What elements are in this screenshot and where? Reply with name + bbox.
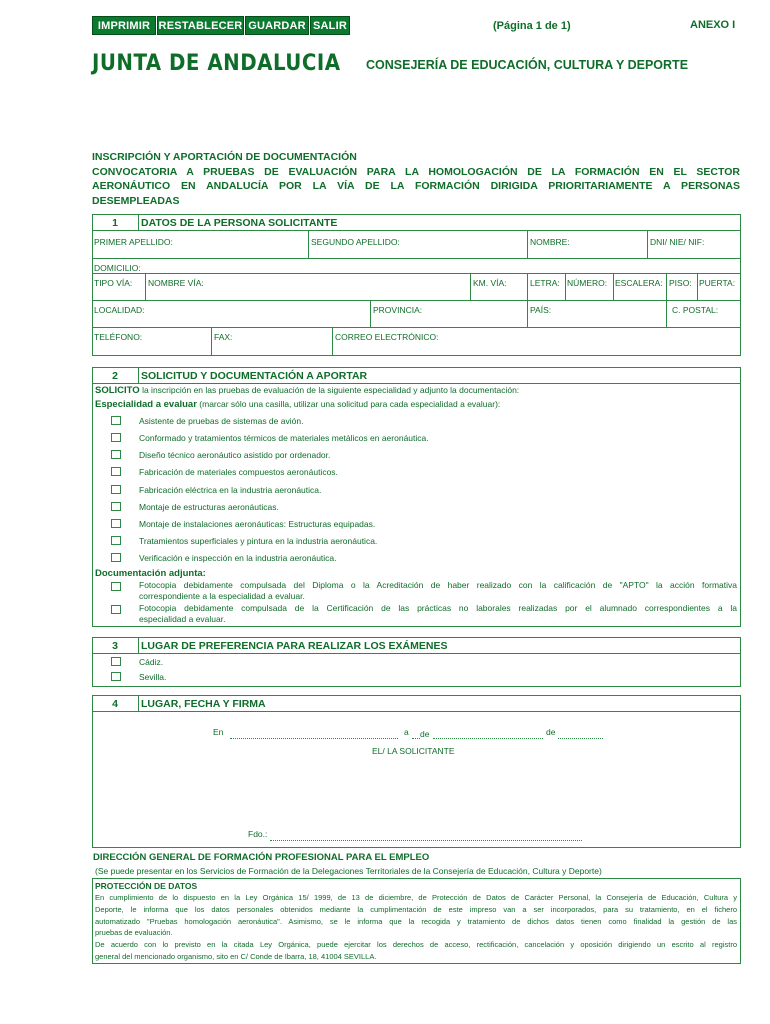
km-label: KM. VÍA: bbox=[473, 278, 507, 288]
floor-field[interactable] bbox=[669, 286, 695, 300]
specialty-option: Fabricación de materiales compuestos aeronáuticos. bbox=[139, 467, 338, 477]
request-line bbox=[95, 385, 519, 396]
specialty-checkbox[interactable] bbox=[111, 485, 121, 494]
name-field[interactable] bbox=[530, 245, 644, 259]
country-field[interactable] bbox=[530, 313, 662, 327]
year-label: de bbox=[546, 727, 556, 737]
specialty-checkbox[interactable] bbox=[111, 467, 121, 476]
stair-field[interactable] bbox=[615, 286, 663, 300]
street-name-label: NOMBRE VÍA: bbox=[148, 278, 204, 288]
exam-location-option: Cádiz. bbox=[139, 657, 164, 667]
province-label: PROVINCIA: bbox=[373, 305, 423, 315]
document-checkbox[interactable] bbox=[111, 605, 121, 614]
annex-label: ANEXO I bbox=[690, 19, 736, 31]
section-4-box bbox=[92, 695, 741, 848]
phone-label: TELÉFONO: bbox=[94, 332, 143, 342]
street-name-field[interactable] bbox=[148, 286, 466, 300]
section-4-number: 4 bbox=[112, 698, 118, 710]
specialty-option: Conformado y tratamientos térmicos de materiales metálicos en aeronáutica. bbox=[139, 433, 429, 443]
section-3-number: 3 bbox=[112, 640, 118, 652]
protection-line: pruebas de evaluación. bbox=[95, 928, 173, 938]
document-title bbox=[92, 150, 740, 208]
section-1-number: 1 bbox=[112, 217, 118, 229]
page-indicator: (Página 1 de 1) bbox=[493, 20, 571, 32]
reset-button[interactable]: RESTABLECER bbox=[157, 16, 244, 35]
specialty-option: Verificación e inspección en la industria aeronáutica. bbox=[139, 553, 337, 563]
specialty-text: (marcar sólo una casilla, utilizar una solicitud para cada especialidad a evaluar): bbox=[199, 399, 501, 409]
document-option bbox=[139, 580, 737, 602]
specialty-checkbox[interactable] bbox=[111, 536, 121, 545]
second-surname-field[interactable] bbox=[311, 245, 523, 259]
number-label: NÚMERO: bbox=[567, 278, 608, 288]
id-label: DNI/ NIE/ NIF: bbox=[650, 237, 705, 247]
number-field[interactable] bbox=[567, 286, 611, 300]
save-button[interactable]: GUARDAR bbox=[245, 16, 309, 35]
protection-line: De acuerdo con lo previsto en la citada Ley Orgánica, puede ejercitar los derechos de acceso, rectificación, cancelación y oposición dirigiendo un escrito al registro bbox=[95, 940, 737, 950]
specialty-option: Tratamientos superficiales y pintura en la industria aeronáutica. bbox=[139, 536, 378, 546]
letter-field[interactable] bbox=[530, 286, 562, 300]
specialty-option: Fabricación eléctrica en la industria aeronáutica. bbox=[139, 485, 322, 495]
email-label: CORREO ELECTRÓNICO: bbox=[335, 332, 439, 342]
place-label: En bbox=[213, 727, 224, 737]
specialty-checkbox[interactable] bbox=[111, 519, 121, 528]
specialty-checkbox[interactable] bbox=[111, 416, 121, 425]
specialty-checkbox[interactable] bbox=[111, 450, 121, 459]
floor-label: PISO: bbox=[669, 278, 692, 288]
title-line: INSCRIPCIÓN Y APORTACIÓN DE DOCUMENTACIÓN bbox=[92, 151, 357, 163]
stair-label: ESCALERA: bbox=[615, 278, 663, 288]
door-field[interactable] bbox=[699, 286, 739, 300]
title-line: CONVOCATORIA A PRUEBAS DE EVALUACIÓN PARA LA HOMOLOGACIÓN DE LA FORMACIÓN EN EL SECTOR bbox=[92, 165, 740, 178]
letter-label: LETRA: bbox=[530, 278, 560, 288]
section-2-number: 2 bbox=[112, 370, 118, 382]
day-field[interactable] bbox=[412, 738, 420, 739]
doc-line: especialidad a evaluar. bbox=[139, 614, 226, 624]
postal-code-label: C. POSTAL: bbox=[672, 305, 719, 315]
email-field[interactable] bbox=[335, 340, 737, 354]
specialty-option: Montaje de estructuras aeronáuticas. bbox=[139, 502, 279, 512]
doc-line: Fotocopia debidamente compulsada del Diploma o la Acreditación de haber realizado con la calificación de "APTO" la acción formativa bbox=[139, 580, 737, 590]
junta-logo: JUNTA DE ANDALUCIA bbox=[92, 51, 341, 76]
exam-location-option: Sevilla. bbox=[139, 672, 167, 682]
applicant-label: EL/ LA SOLICITANTE bbox=[372, 746, 455, 756]
place-field[interactable] bbox=[230, 738, 398, 739]
km-field[interactable] bbox=[473, 286, 523, 300]
month-label: de bbox=[420, 729, 430, 739]
year-field[interactable] bbox=[558, 738, 603, 739]
document-option bbox=[139, 603, 737, 625]
title-line: DESEMPLEADAS bbox=[92, 194, 180, 207]
id-field[interactable] bbox=[650, 245, 738, 259]
protection-line: general del mencionado organismo, sito en C/ Conde de Ibarra, 18, 41004 SEVILLA. bbox=[95, 951, 377, 961]
signature-name-field[interactable] bbox=[270, 840, 582, 841]
section-3-title: LUGAR DE PREFERENCIA PARA REALIZAR LOS EXÁMENES bbox=[141, 640, 448, 652]
section-4-title: LUGAR, FECHA Y FIRMA bbox=[141, 698, 266, 710]
specialty-option: Montaje de instalaciones aeronáuticas: Estructuras equipadas. bbox=[139, 519, 376, 529]
fax-field[interactable] bbox=[214, 340, 328, 354]
section-1-title: DATOS DE LA PERSONA SOLICITANTE bbox=[141, 217, 338, 229]
second-surname-label: SEGUNDO APELLIDO: bbox=[311, 237, 400, 247]
first-surname-label: PRIMER APELLIDO: bbox=[94, 237, 173, 247]
section-2-title: SOLICITUD Y DOCUMENTACIÓN A APORTAR bbox=[141, 370, 368, 382]
request-bold: SOLICITO bbox=[95, 385, 140, 396]
country-label: PAÍS: bbox=[530, 305, 552, 315]
name-label: NOMBRE: bbox=[530, 237, 570, 247]
document-checkbox[interactable] bbox=[111, 582, 121, 591]
street-type-label: TIPO VÍA: bbox=[94, 278, 133, 288]
doc-line: correspondiente a la especialidad a evaluar. bbox=[139, 591, 305, 601]
door-label: PUERTA: bbox=[699, 278, 736, 288]
directorate-title: DIRECCIÓN GENERAL DE FORMACIÓN PROFESIONAL PARA EL EMPLEO bbox=[93, 852, 430, 863]
attached-docs-title: Documentación adjunta: bbox=[95, 568, 206, 579]
day-label: a bbox=[404, 727, 409, 737]
specialty-checkbox[interactable] bbox=[111, 553, 121, 562]
print-button[interactable]: IMPRIMIR bbox=[92, 16, 156, 35]
data-protection-title: PROTECCIÓN DE DATOS bbox=[95, 881, 198, 891]
specialty-line bbox=[95, 399, 500, 410]
locality-field[interactable] bbox=[94, 313, 366, 327]
protection-line: Deporte, le informa que los datos personales obtenidos mediante la cumplimentación de este impreso van a ser incorporados, para su tratamiento, en el fichero bbox=[95, 904, 737, 914]
address-label: DOMICILIO: bbox=[94, 263, 141, 273]
exam-location-checkbox[interactable] bbox=[111, 672, 121, 681]
province-field[interactable] bbox=[373, 313, 523, 327]
protection-line: En cumplimiento de lo dispuesto en la Ley Orgánica 15/ 1999, de 13 de diciembre, de Protección de Datos de Carácter Personal, la Consejería de Educación, Cultura y bbox=[95, 893, 737, 902]
specialty-checkbox[interactable] bbox=[111, 502, 121, 511]
signed-label: Fdo.: bbox=[248, 829, 268, 839]
exit-button[interactable]: SALIR bbox=[310, 16, 350, 35]
postal-code-field[interactable] bbox=[669, 313, 739, 327]
month-field[interactable] bbox=[433, 738, 543, 739]
specialty-option: Asistente de pruebas de sistemas de avión. bbox=[139, 416, 304, 426]
data-protection-text bbox=[95, 892, 737, 963]
locality-label: LOCALIDAD: bbox=[94, 305, 145, 315]
specialty-checkbox[interactable] bbox=[111, 433, 121, 442]
specialty-bold: Especialidad a evaluar bbox=[95, 399, 197, 410]
street-type-field[interactable] bbox=[94, 286, 142, 300]
protection-line: automatizado "Pruebas homologación aeronáutica". Asimismo, se le informa que la recogida y tratamiento de dichos datos tienen como finalidad la gestión de las bbox=[95, 916, 737, 926]
phone-field[interactable] bbox=[94, 340, 207, 354]
doc-line: Fotocopia debidamente compulsada de la Certificación de las prácticas no laborales realizadas por el alumnado correspondientes a la bbox=[139, 603, 737, 613]
exam-location-checkbox[interactable] bbox=[111, 657, 121, 666]
department-title: CONSEJERÍA DE EDUCACIÓN, CULTURA Y DEPORTE bbox=[366, 58, 689, 72]
submission-note: (Se puede presentar en los Servicios de Formación de la Delegaciones Territoriales de la Consejería de Educación, Cultura y Deporte) bbox=[95, 866, 602, 876]
specialty-option: Diseño técnico aeronáutico asistido por ordenador. bbox=[139, 450, 331, 460]
fax-label: FAX: bbox=[214, 332, 233, 342]
first-surname-field[interactable] bbox=[94, 245, 304, 259]
request-text: la inscripción en las pruebas de evaluación de la siguiente especialidad y adjunto la documentación: bbox=[142, 385, 520, 395]
title-line: AERONÁUTICO EN ANDALUCÍA POR LA VÍA DE LA FORMACIÓN DIRIGIDA PRIORITARIAMENTE A PERSONAS bbox=[92, 180, 740, 192]
